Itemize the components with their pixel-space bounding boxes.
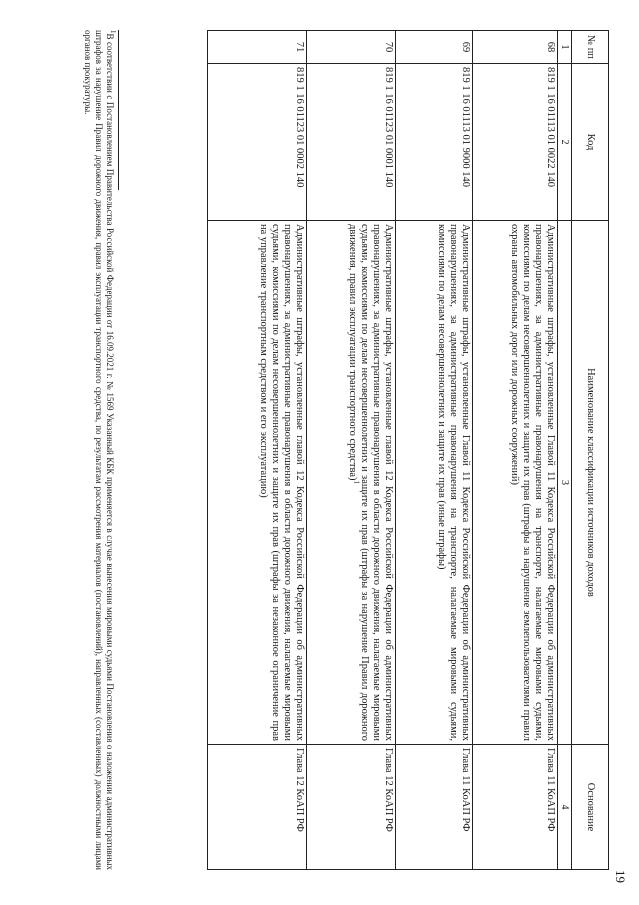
column-index: 2 (558, 64, 572, 221)
revenue-name-cell (307, 221, 396, 745)
legal-basis: Глава 12 КоАП РФ (208, 745, 307, 870)
legal-basis: Глава 11 КоАП РФ (473, 745, 558, 870)
revenue-name: Административные штрафы, установленные главой 12 Кодекса Российской Федерации об административных правонарушениях, за административные правонарушения в области дорожного движения, налагаемые мировыми судьями, комиссиями по делам несовершеннолетних и защите их прав (штрафы за незаконное ограничение прав на управление транспортным средством и его эксплуатацию) (208, 221, 307, 745)
row-number: 69 (396, 31, 473, 64)
table-row (208, 31, 307, 870)
row-number: 68 (473, 31, 558, 64)
footnote-reference: 1 (352, 480, 361, 484)
revenue-name: Административные штрафы, установленные Главой 11 Кодекса Российской Федерации об административных правонарушениях, за административные правонарушения на транспорте, налагаемые мировыми судьями, комиссиями по делам несовершеннолетних и защите их прав (иные штрафы) (396, 221, 473, 745)
kbk-code: 819 1 16 01113 01 0022 140 (473, 64, 558, 221)
row-number: 70 (307, 31, 396, 64)
column-index-row (558, 31, 572, 870)
header-basis: Основание (572, 745, 609, 870)
header-name: Наименование классификации источников доходов (572, 221, 609, 745)
footnote (82, 30, 115, 870)
revenue-classification-table (207, 30, 609, 870)
kbk-code: 819 1 16 01123 01 0002 140 (208, 64, 307, 221)
column-index: 4 (558, 745, 572, 870)
kbk-code: 819 1 16 01113 01 9000 140 (396, 64, 473, 221)
table-row (473, 31, 558, 870)
legal-basis: Глава 12 КоАП РФ (307, 745, 396, 870)
header-code: Код (572, 64, 609, 221)
table-row (307, 31, 396, 870)
revenue-name: Административные штрафы, установленные главой 12 Кодекса Российской Федерации об административных правонарушениях, за административные правонарушения в области дорожного движения, налагаемые мировыми судьями, комиссиями по делам несовершеннолетних и защите их прав (штрафы за нарушение Правил дорожного движения, правил эксплуатации транспортного средства) (347, 224, 394, 741)
kbk-code: 819 1 16 01123 01 0001 140 (307, 64, 396, 221)
row-number: 71 (208, 31, 307, 64)
footnote-mark: 1 (109, 30, 117, 34)
revenue-name: Административные штрафы, установленные Главой 11 Кодекса Российской Федерации об административных правонарушениях, за административные правонарушения на транспорте, налагаемые мировыми судьями, комиссиями по делам несовершеннолетних и защите их прав (штрафы за нарушение землепользователями правил охраны автомобильных дорог или дорожных сооружений) (473, 221, 558, 745)
column-index: 1 (558, 31, 572, 64)
table-row (396, 31, 473, 870)
footnote-text: В соответствии с Постановлением Правительства Российской Федерации от 16.09.2021 г. № 1569 Указанный КБК применяется в случае вынесения мировыми судьями Постановления о наложении административных штрафов за нарушение Правил дорожного движения, правил эксплуатации транспортного средства, по результатам рассмотрения материалов (постановлений), направленных (составленных) должностными лицами органов прокуратуры. (83, 30, 115, 870)
header-number: № пп (572, 31, 609, 64)
column-index: 3 (558, 221, 572, 745)
table-header-row (572, 31, 609, 870)
page-number: 19 (613, 870, 628, 883)
legal-basis: Глава 11 КоАП РФ (396, 745, 473, 870)
footnote-divider (118, 30, 119, 190)
